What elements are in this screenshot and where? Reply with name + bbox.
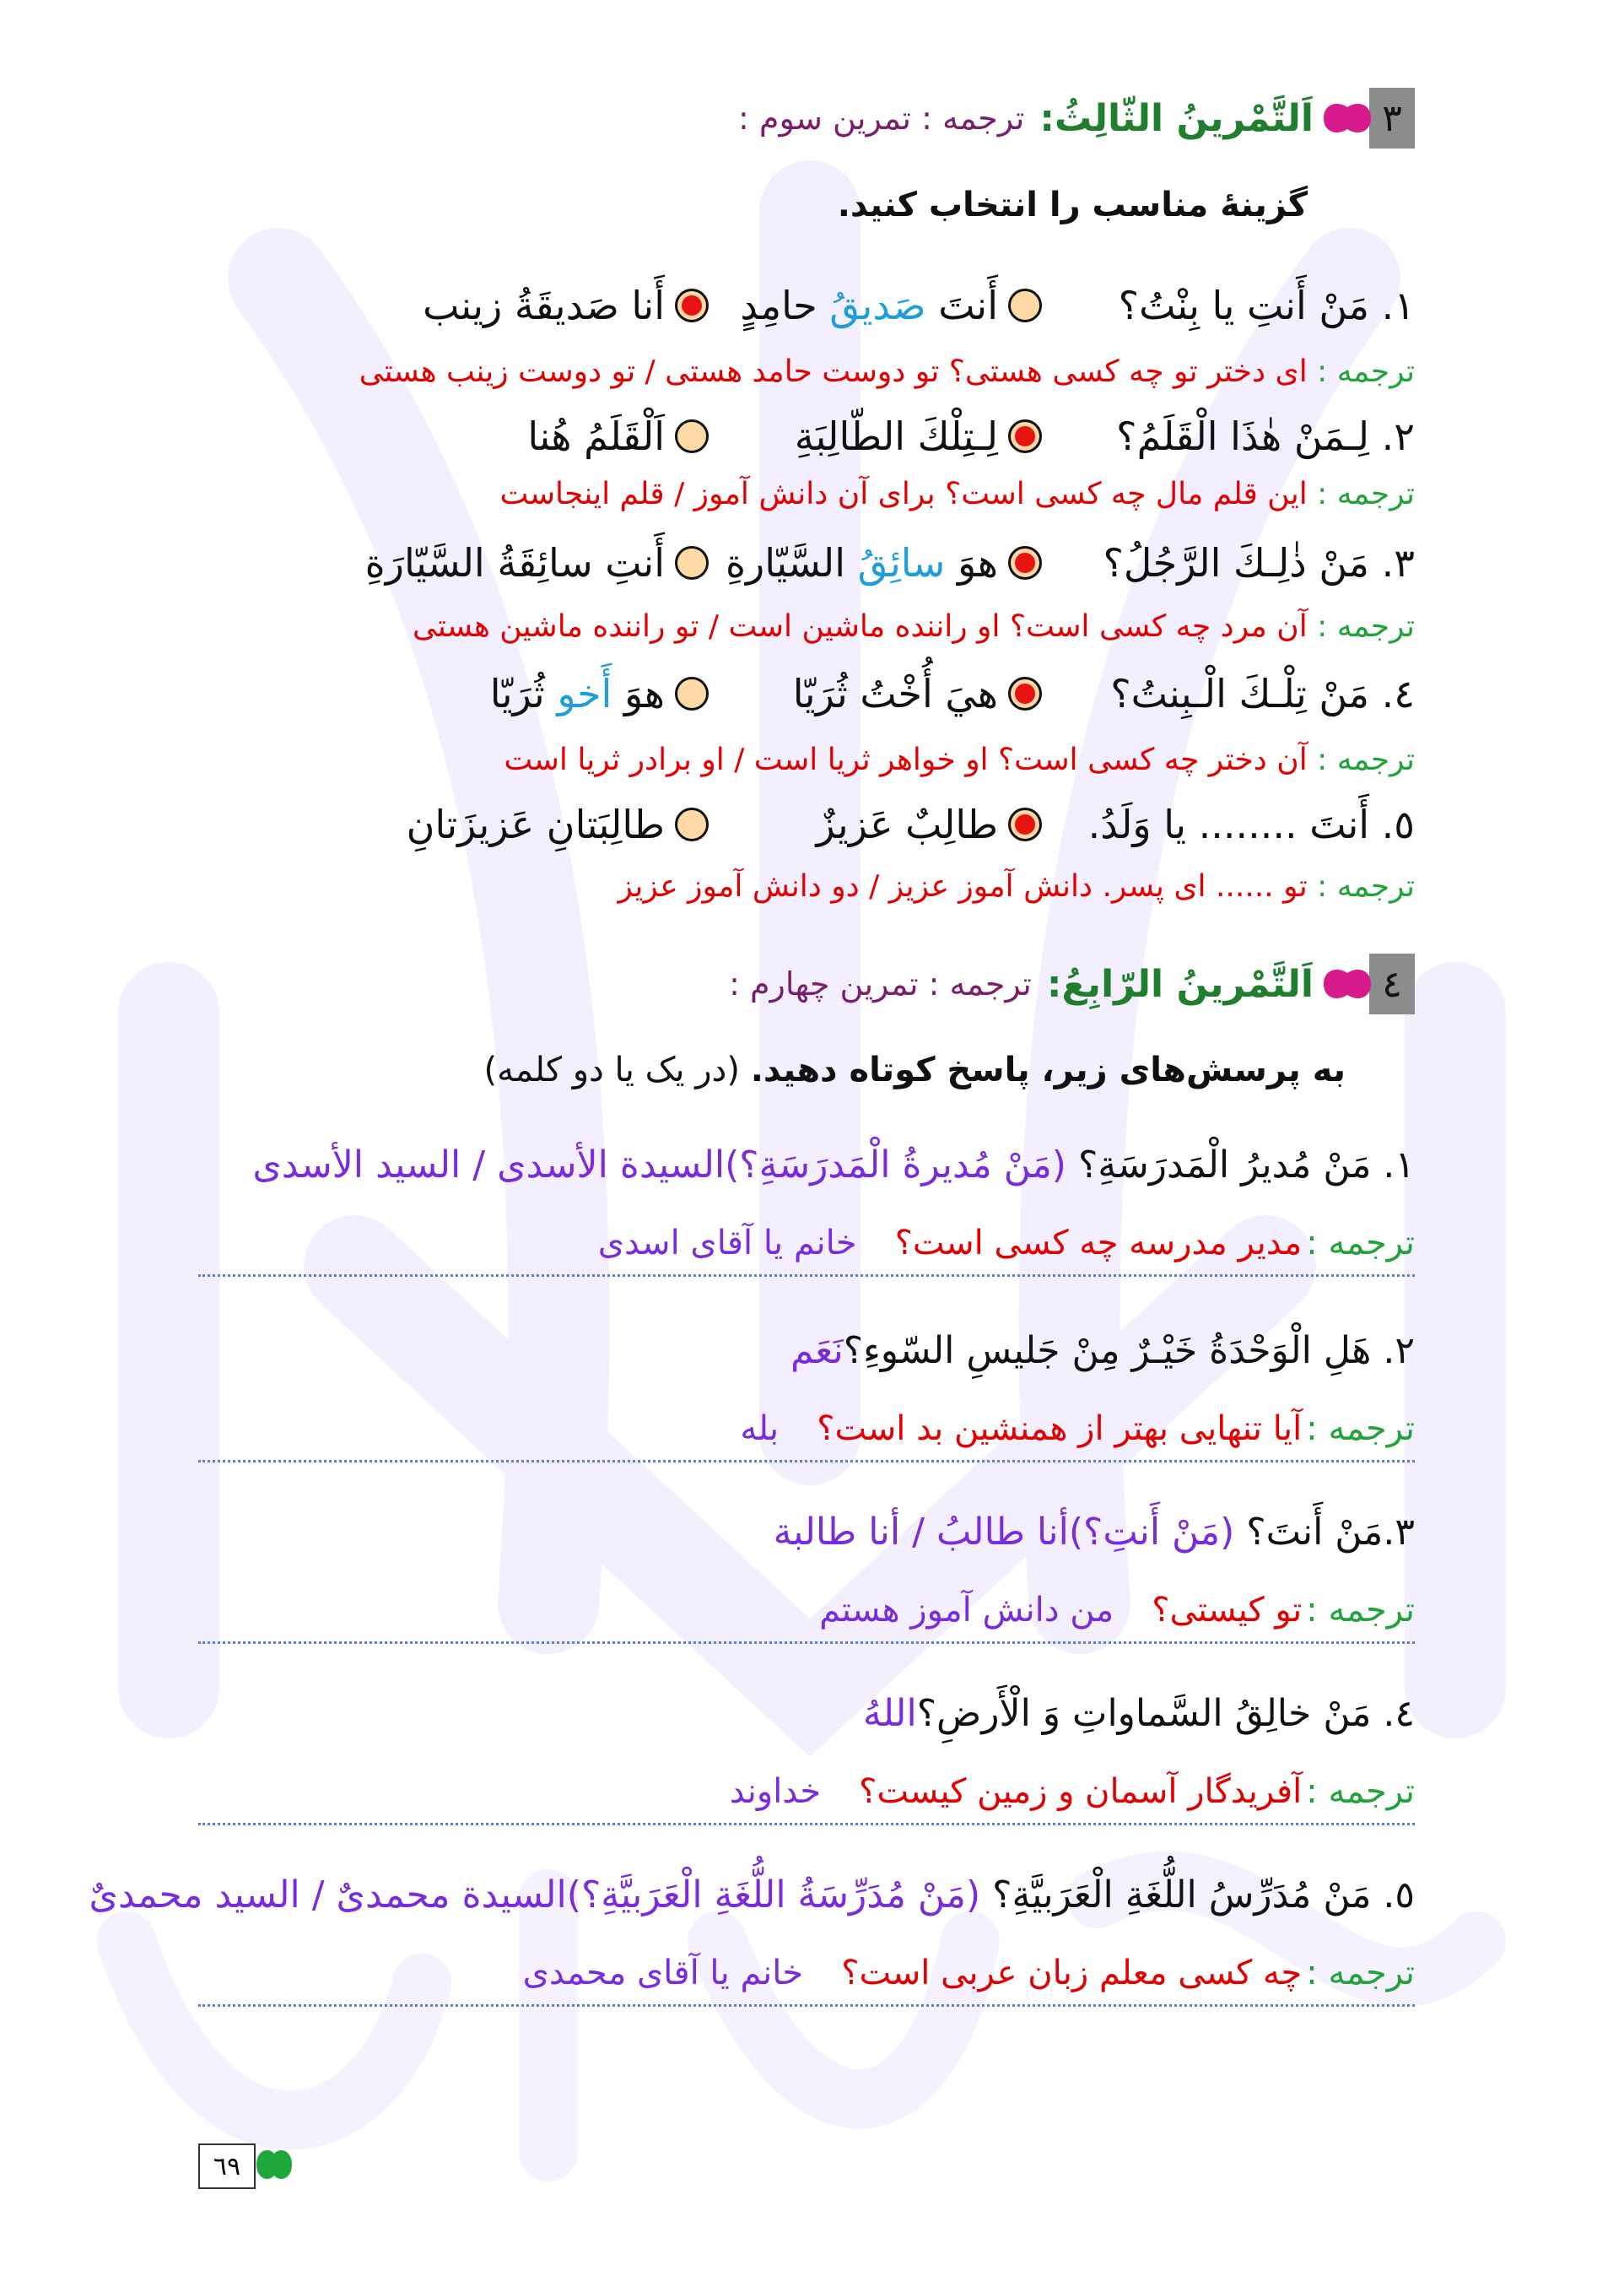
translation-label: ترجمه :: [1317, 477, 1415, 511]
exercise3-title: اَلتَّمْرينُ الثّالِثُ:: [1039, 96, 1314, 140]
answer: السیدة الأسدی / السید الأسدی: [252, 1143, 726, 1187]
ex3-question-4: ٤. مَنْ تِلْـكَ الْـبِنتُ؟: [1110, 671, 1415, 716]
translation-text: تو ...... ای پسر. دانش آموز عزیز / دو دانش آموز عزیز: [618, 869, 1308, 904]
translation-label: ترجمه :: [1306, 1591, 1415, 1630]
green-flower-icon: [253, 2143, 295, 2186]
ex4-q1-answer-line[interactable]: [198, 1224, 1415, 1277]
ex3-question-3: ٣. مَنْ ذٰلِـكَ الرَّجُلُ؟: [1103, 540, 1415, 586]
ex3-q1-translation: [359, 354, 1415, 389]
translation-answer: خداوند: [729, 1772, 822, 1811]
translation-text: تو کیستی؟: [1152, 1591, 1303, 1630]
answer: أنا طالبُ / أنا طالبة: [773, 1511, 1069, 1554]
answer: نَعَم: [790, 1329, 844, 1372]
ex3-q1-option-b[interactable]: [423, 283, 709, 328]
radio-selected-icon[interactable]: [1008, 546, 1042, 580]
answer: السیدة محمدیٌ / السید محمدیٌ: [89, 1873, 567, 1916]
answer: اللهُ: [862, 1692, 917, 1735]
ex3-question-2: ٢. لِـمَنْ هٰذَا الْقَلَمُ؟: [1116, 414, 1415, 459]
translation-label: ترجمه :: [1306, 1224, 1415, 1262]
exercise4-translation: ترجمه : تمرین چهارم :: [729, 965, 1032, 1003]
translation-text: آیا تنهایی بهتر از همنشین بد است؟: [817, 1409, 1303, 1448]
translation-answer: خانم یا آقای محمدی: [522, 1954, 804, 1992]
exercise4-number: ٤: [1369, 954, 1415, 1014]
radio-selected-icon[interactable]: [675, 289, 709, 322]
ex4-q4-answer-line[interactable]: [198, 1772, 1415, 1825]
instruction-note: (در یک یا دو کلمه): [483, 1051, 740, 1089]
radio-selected-icon[interactable]: [1008, 419, 1042, 453]
ex3-question-1: ١. مَنْ أَنتِ یا بِنْتُ؟: [1118, 283, 1415, 328]
translation-label: ترجمه :: [1306, 1409, 1415, 1448]
option-text: أَنتَ صَدیقُ حامِدٍ: [740, 283, 998, 328]
ex4-q2-answer-line[interactable]: [198, 1409, 1415, 1462]
ex3-q3-option-b[interactable]: [726, 540, 1042, 586]
option-text: هوَ سائِقُ السَّیّارةِ: [725, 540, 998, 586]
ex3-q4-option-b[interactable]: [793, 671, 1042, 716]
ex3-q2-option-a[interactable]: [527, 414, 709, 459]
exercise3-translation: ترجمه : تمرین سوم :: [738, 100, 1025, 137]
exercise4-instruction: [484, 1051, 1346, 1089]
ex4-question-5: ٥. مَنْ مُدَرِّسُ اللُّغَةِ الْعَرَبیَّةِ؟ (مَنْ مُدَرِّسَةُ اللُّغَةِ الْعَرَبیَّةِ؟)السیدة محمدیٌ / السید محمدیٌ: [89, 1873, 1415, 1916]
ex3-q5-translation: [618, 869, 1416, 904]
translation-text: آن دختر چه کسی است؟ او خواهر ثریا است / او برادر ثریا است: [504, 743, 1308, 777]
translation-text: آفریدگار آسمان و زمین کیست؟: [859, 1772, 1303, 1811]
ex3-q4-translation: [504, 743, 1415, 777]
option-text: أَنتِ سائِقَةُ السَّیّارَةِ: [364, 540, 665, 586]
ex3-q3-translation: [413, 609, 1415, 644]
flower-badge-icon: [1320, 963, 1374, 1005]
ex3-q4-option-a[interactable]: [490, 671, 709, 716]
ex3-q1-option-a[interactable]: [740, 283, 1042, 328]
option-text: طالِبَتانِ عَزیزَتانِ: [406, 802, 665, 847]
translation-label: ترجمه :: [1306, 1954, 1415, 1992]
option-text: لِـتِلْكَ الطّالِبَةِ: [794, 414, 998, 459]
exercise3-instruction: گزینهٔ مناسب را انتخاب کنید.: [837, 186, 1308, 224]
option-text: هيَ أُخْتُ ثُرَیّا: [792, 671, 998, 716]
ex3-q5-option-a[interactable]: [407, 802, 709, 847]
translation-text: این قلم مال چه کسی است؟ برای آن دانش آموز / قلم اینجاست: [499, 477, 1308, 511]
question-alt: (مَنْ مُدَرِّسَةُ اللُّغَةِ الْعَرَبیَّةِ؟): [566, 1873, 981, 1916]
exercise4-title: اَلتَّمْرينُ الرّابِعُ:: [1046, 962, 1314, 1006]
option-text: اَلْقَلَمُ هُنا: [527, 414, 665, 459]
option-text: هوَ أَخو ثُرَیّا: [489, 671, 665, 716]
translation-label: ترجمه :: [1317, 354, 1415, 389]
ex4-q5-answer-line[interactable]: [198, 1954, 1415, 2007]
ex3-q2-translation: [500, 477, 1416, 511]
flower-badge-icon: [1320, 97, 1374, 139]
ex4-question-4: ٤. مَنْ خالِقُ السَّماواتِ وَ الْأَرضِ؟اللهُ: [862, 1692, 1415, 1735]
radio-icon[interactable]: [675, 677, 709, 711]
ex4-question-2: ٢. هَلِ الْوَحْدَةُ خَیْـرٌ مِنْ جَلیسِ السّوءِ؟نَعَم: [790, 1329, 1415, 1372]
radio-selected-icon[interactable]: [1008, 677, 1042, 711]
translation-label: ترجمه :: [1317, 609, 1415, 644]
translation-answer: بله: [740, 1409, 780, 1448]
ex4-q3-answer-line[interactable]: [198, 1591, 1415, 1644]
translation-answer: خانم یا آقای اسدی: [597, 1224, 857, 1262]
translation-text: مدیر مدرسه چه کسی است؟: [894, 1224, 1303, 1262]
option-text: أَنا صَدیقَةُ زینب: [423, 283, 665, 328]
radio-icon[interactable]: [675, 419, 709, 453]
exercise4-header: [729, 954, 1415, 1014]
radio-icon[interactable]: [675, 808, 709, 841]
translation-label: ترجمه :: [1317, 743, 1415, 777]
ex3-q5-option-b[interactable]: [817, 802, 1042, 847]
ex3-q3-option-a[interactable]: [365, 540, 709, 586]
ex3-question-5: ٥. أَنتَ ........ یا وَلَدُ.: [1087, 802, 1415, 847]
ex4-question-3: ٣.مَنْ أَنتَ؟ (مَنْ أَنتِ؟)أنا طالبُ / أنا طالبة: [773, 1511, 1415, 1554]
translation-text: ای دختر تو چه کسی هستی؟ تو دوست حامد هستی / تو دوست زینب هستی: [359, 354, 1308, 389]
translation-text: آن مرد چه کسی است؟ او راننده ماشین است / تو راننده ماشین هستی: [412, 609, 1308, 644]
question-alt: (مَنْ مُدیرةُ الْمَدرَسَةِ؟): [725, 1143, 1066, 1187]
radio-icon[interactable]: [675, 546, 709, 580]
page-number-box: [198, 2143, 256, 2189]
translation-label: ترجمه :: [1306, 1772, 1415, 1811]
page-number: ٦٩: [213, 2151, 241, 2181]
question-alt: (مَنْ أَنتِ؟): [1068, 1511, 1235, 1554]
option-text: طالِبٌ عَزیزٌ: [816, 802, 998, 847]
radio-icon[interactable]: [1008, 289, 1042, 322]
exercise3-header: [738, 88, 1415, 149]
translation-answer: من دانش آموز هستم: [819, 1591, 1114, 1630]
ex3-q2-option-b[interactable]: [795, 414, 1042, 459]
translation-text: چه کسی معلم زبان عربی است؟: [841, 1954, 1303, 1992]
translation-label: ترجمه :: [1317, 869, 1415, 904]
exercise3-number: ٣: [1369, 88, 1415, 149]
instruction-bold: به پرسش‌های زیر، پاسخ کوتاه دهید.: [750, 1051, 1346, 1089]
radio-selected-icon[interactable]: [1008, 808, 1042, 841]
ex4-question-1: ١. مَنْ مُدیرُ الْمَدرَسَةِ؟ (مَنْ مُدیرةُ الْمَدرَسَةِ؟)السیدة الأسدی / السید الأسدی: [252, 1143, 1415, 1187]
